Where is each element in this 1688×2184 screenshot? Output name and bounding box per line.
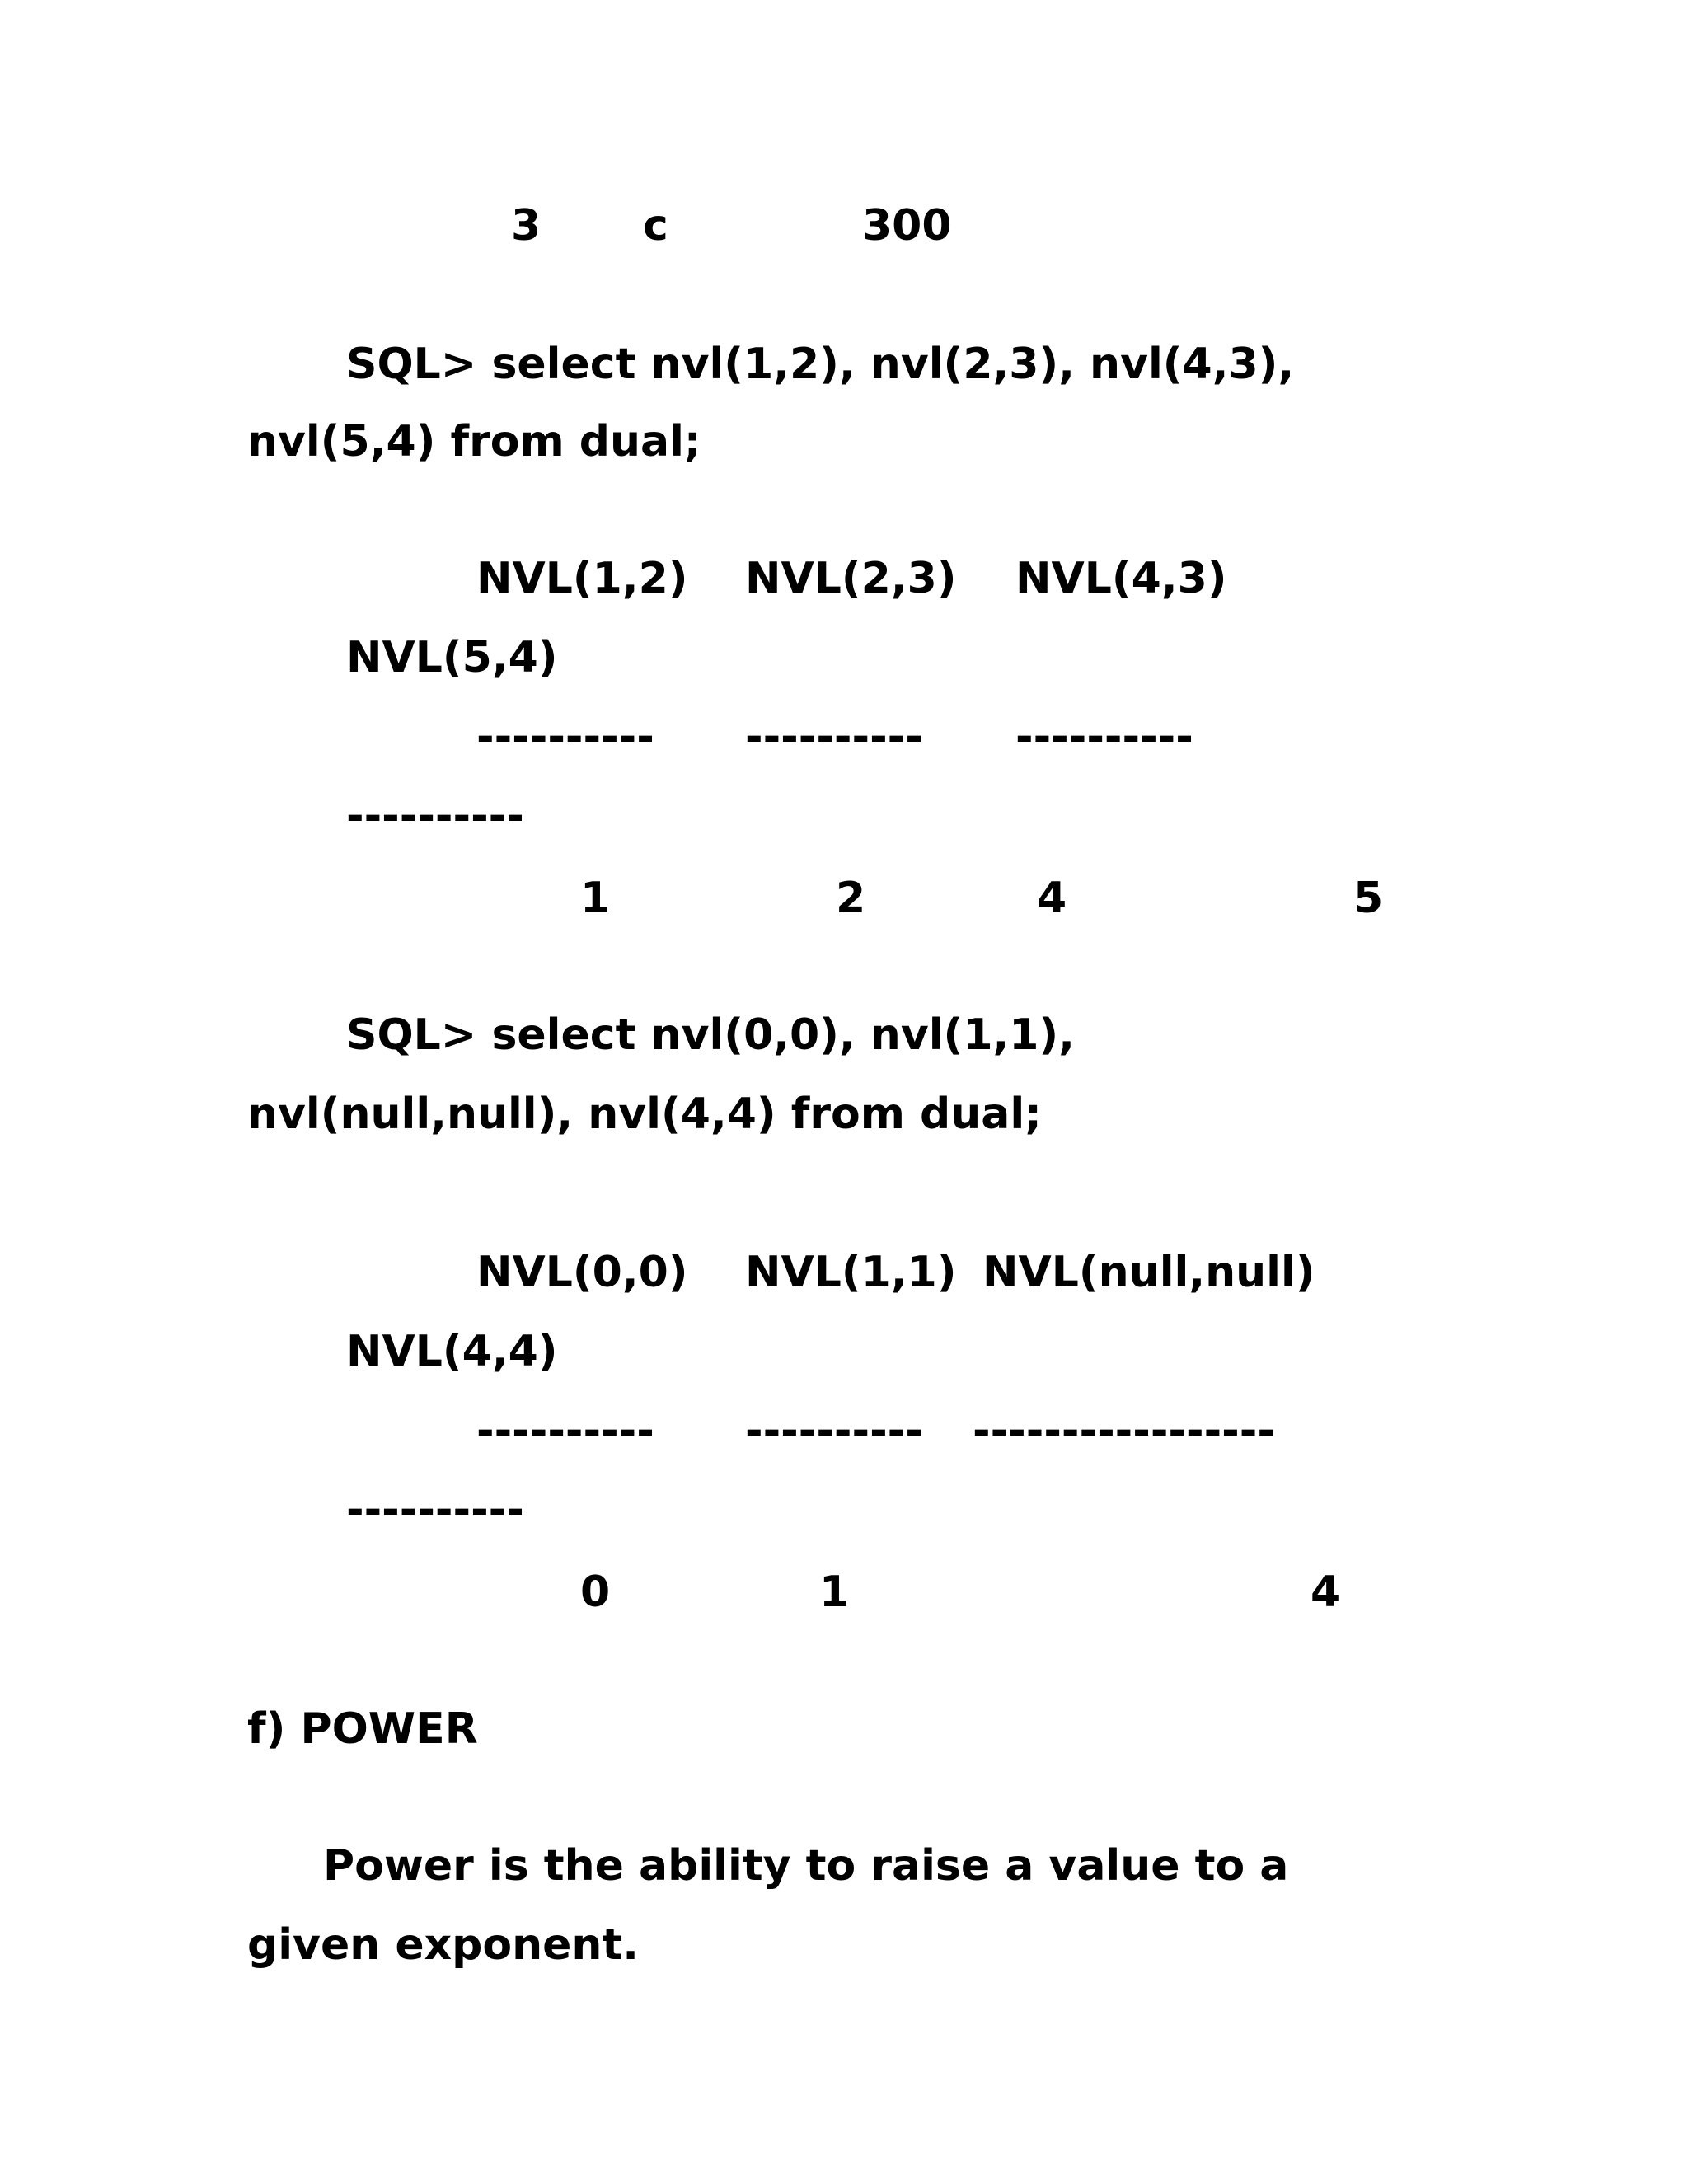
result2-value-1: 0: [580, 1568, 611, 1617]
section-heading: f) POWER: [247, 1704, 478, 1754]
top-row-value-2: c: [643, 201, 668, 251]
result1-divider-1: ----------: [476, 712, 654, 762]
top-row-value-1: 3: [511, 201, 542, 251]
result2-header-3: NVL(null,null): [982, 1248, 1315, 1297]
result2-divider-3: -----------------: [973, 1406, 1275, 1455]
top-row-value-3: 300: [862, 201, 952, 251]
result2-divider-2: ----------: [745, 1406, 923, 1455]
query2-line1: SQL> select nvl(0,0), nvl(1,1),: [346, 1010, 1075, 1060]
result1-header-4: NVL(5,4): [346, 633, 558, 682]
result1-header-1: NVL(1,2): [476, 554, 688, 603]
result2-value-3: 4: [1311, 1568, 1341, 1617]
result2-header-4: NVL(4,4): [346, 1327, 558, 1376]
result2-value-2: 1: [819, 1568, 850, 1617]
result1-divider-2: ----------: [745, 712, 923, 762]
result2-divider-1: ----------: [476, 1406, 654, 1455]
query2-line2: nvl(null,null), nvl(4,4) from dual;: [247, 1090, 1042, 1139]
result1-value-1: 1: [580, 874, 611, 923]
result1-value-2: 2: [836, 874, 866, 923]
result2-divider-4: ----------: [346, 1485, 524, 1535]
result1-header-2: NVL(2,3): [745, 554, 957, 603]
result2-header-2: NVL(1,1): [745, 1248, 957, 1297]
result1-value-4: 5: [1353, 874, 1384, 923]
section-paragraph-line2: given exponent.: [247, 1920, 640, 1970]
section-paragraph-line1: Power is the ability to raise a value to a: [323, 1841, 1289, 1891]
query1-line2: nvl(5,4) from dual;: [247, 417, 701, 466]
result2-header-1: NVL(0,0): [476, 1248, 688, 1297]
result1-header-3: NVL(4,3): [1015, 554, 1227, 603]
result1-value-3: 4: [1037, 874, 1067, 923]
result1-divider-4: ----------: [346, 791, 524, 841]
query1-line1: SQL> select nvl(1,2), nvl(2,3), nvl(4,3),: [346, 340, 1295, 389]
result1-divider-3: ----------: [1015, 712, 1193, 762]
